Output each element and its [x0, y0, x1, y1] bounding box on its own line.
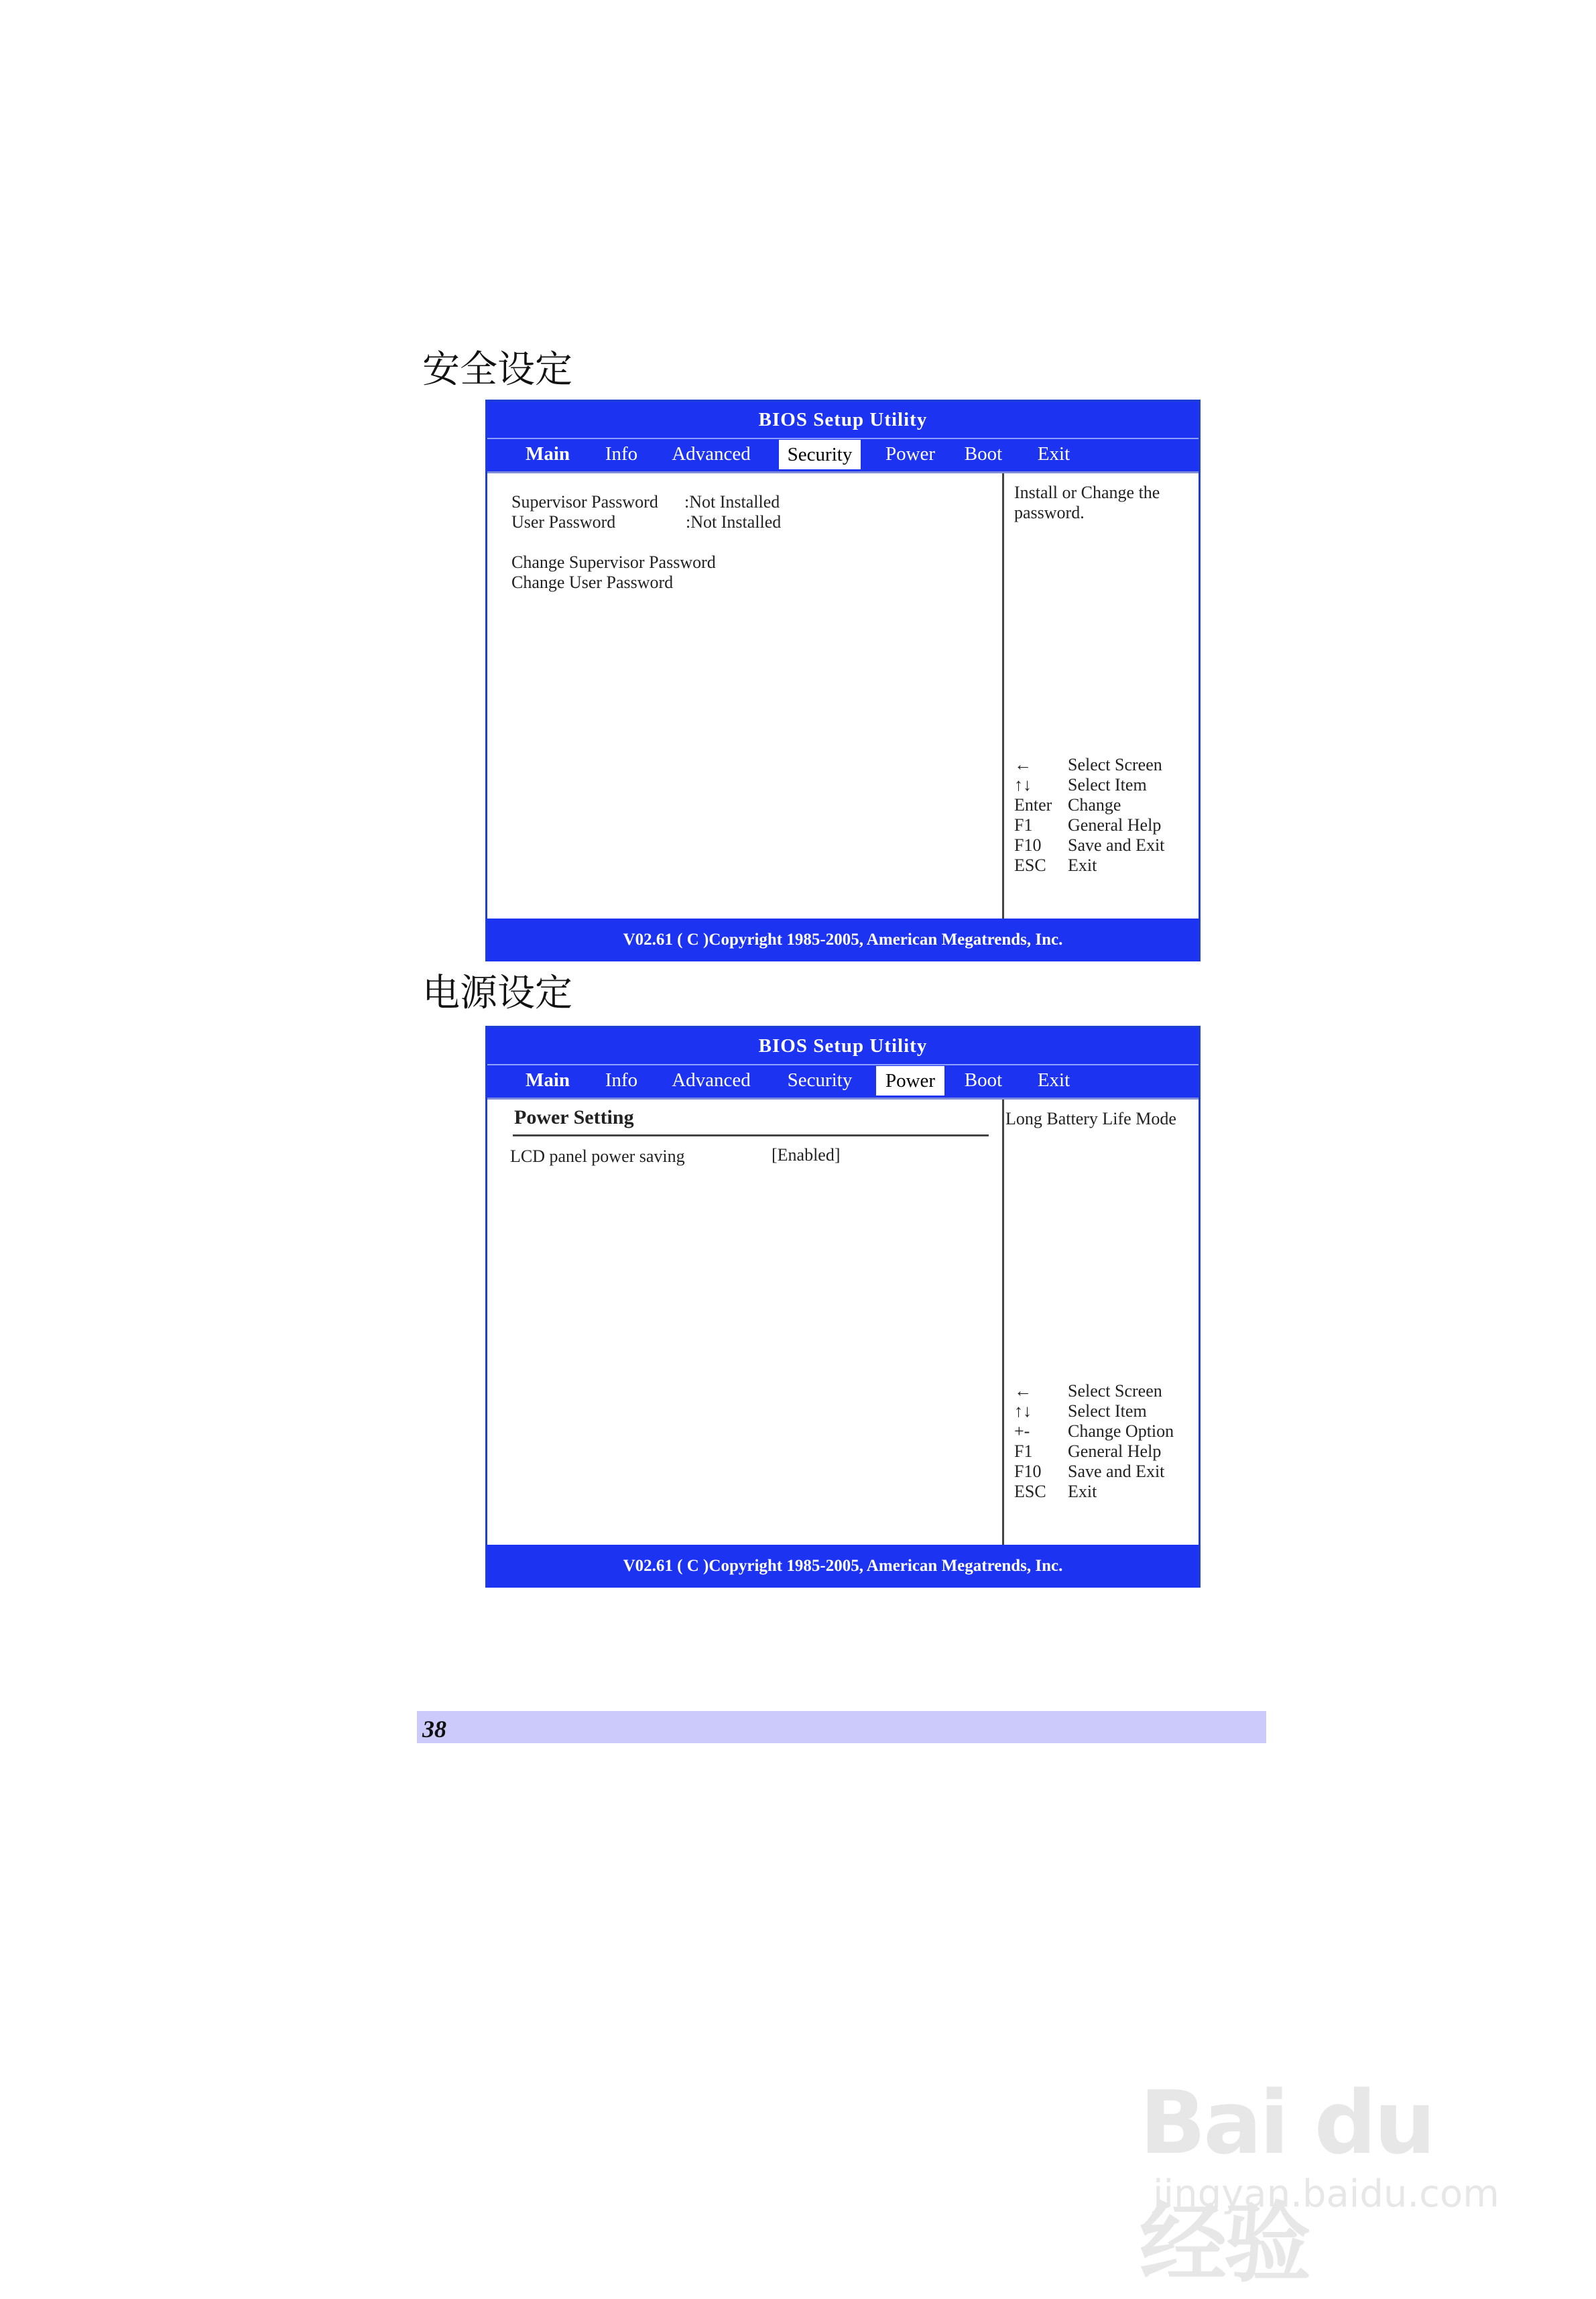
bios-copyright-footer: V02.61 ( C )Copyright 1985-2005, American Megatrends, Inc.	[487, 1545, 1199, 1588]
bios-copyright-footer: V02.61 ( C )Copyright 1985-2005, American Megatrends, Inc.	[487, 919, 1199, 961]
key-hint-key: F10	[1014, 1462, 1042, 1481]
tab-advanced[interactable]: Advanced	[672, 1069, 751, 1091]
bios-body	[487, 1098, 1199, 1545]
key-hint-desc: Select Screen	[1068, 755, 1162, 774]
bios-power-screen	[485, 1026, 1201, 1588]
key-hint-desc: Change Option	[1068, 1421, 1174, 1441]
key-hint-desc: Select Item	[1068, 775, 1147, 794]
bios-security-screen	[485, 400, 1201, 961]
tab-main[interactable]: Main	[525, 443, 570, 465]
tab-power[interactable]: Power	[885, 443, 936, 465]
supervisor-password-label: Supervisor Password	[511, 492, 658, 512]
help-pane	[1004, 473, 1199, 919]
bios-menu-bar	[487, 1064, 1199, 1098]
left-arrow-icon: ←	[1014, 1381, 1032, 1401]
key-hint-key: +-	[1014, 1421, 1030, 1441]
bios-title: BIOS Setup Utility	[487, 1028, 1199, 1064]
left-arrow-icon: ←	[1014, 755, 1032, 774]
help-text-line1: Install or Change the	[1014, 483, 1160, 502]
help-text-line2: password.	[1014, 503, 1085, 522]
up-down-arrows-icon: ↑↓	[1014, 775, 1032, 794]
power-section-heading: 电源设定	[422, 971, 572, 1015]
page-footer-band	[417, 1711, 1266, 1743]
key-hint-desc: Exit	[1068, 856, 1097, 875]
tab-exit[interactable]: Exit	[1037, 1069, 1070, 1091]
up-down-arrows-icon: ↑↓	[1014, 1401, 1032, 1421]
bios-body	[487, 471, 1199, 919]
tab-main[interactable]: Main	[525, 1069, 570, 1091]
key-hint-desc: Change	[1068, 795, 1121, 815]
tab-security[interactable]: Security	[787, 1069, 853, 1091]
tab-advanced[interactable]: Advanced	[672, 443, 751, 465]
key-hint-desc: Save and Exit	[1068, 1462, 1165, 1481]
tab-boot[interactable]: Boot	[964, 1069, 1003, 1091]
watermark-url-text: jingyan.baidu.com	[1153, 2172, 1499, 2216]
page-number: 38	[422, 1716, 446, 1743]
lcd-power-saving-label[interactable]: LCD panel power saving	[510, 1146, 685, 1166]
settings-pane	[487, 473, 1004, 919]
tab-boot[interactable]: Boot	[964, 443, 1003, 465]
supervisor-password-value: :Not Installed	[684, 492, 780, 512]
security-section-heading: 安全设定	[422, 348, 572, 392]
change-supervisor-password-item[interactable]: Change Supervisor Password	[511, 552, 716, 572]
section-divider	[513, 1134, 989, 1136]
key-hint-desc: Save and Exit	[1068, 835, 1165, 855]
help-pane	[1004, 1100, 1199, 1545]
key-hint-key: F1	[1014, 815, 1033, 835]
tab-power[interactable]: Power	[876, 1066, 944, 1096]
key-hint-key: F10	[1014, 835, 1042, 855]
key-hint-key: ESC	[1014, 856, 1046, 875]
tab-exit[interactable]: Exit	[1037, 443, 1070, 465]
key-hint-key: ESC	[1014, 1482, 1046, 1501]
baidu-watermark	[1140, 2031, 1515, 2294]
key-hint-desc: General Help	[1068, 1441, 1162, 1461]
key-hint-desc: Select Item	[1068, 1401, 1147, 1421]
key-hint-desc: Select Screen	[1068, 1381, 1162, 1401]
key-hint-key: Enter	[1014, 795, 1052, 815]
tab-security[interactable]: Security	[779, 440, 861, 469]
bios-title: BIOS Setup Utility	[487, 402, 1199, 438]
help-text-line1: Long Battery Life Mode	[1005, 1109, 1176, 1128]
tab-info[interactable]: Info	[605, 1069, 638, 1091]
watermark-brand-text: Bai du 经验	[1140, 2072, 1434, 2294]
user-password-label: User Password	[511, 512, 616, 532]
power-setting-section-title: Power Setting	[514, 1106, 634, 1128]
key-hint-desc: Exit	[1068, 1482, 1097, 1501]
key-hint-desc: General Help	[1068, 815, 1162, 835]
settings-pane	[487, 1100, 1004, 1545]
key-hint-key: F1	[1014, 1441, 1033, 1461]
change-user-password-item[interactable]: Change User Password	[511, 573, 674, 592]
tab-info[interactable]: Info	[605, 443, 638, 465]
user-password-value: :Not Installed	[686, 512, 782, 532]
lcd-power-saving-value[interactable]: [Enabled]	[772, 1145, 841, 1165]
bios-menu-bar	[487, 438, 1199, 471]
